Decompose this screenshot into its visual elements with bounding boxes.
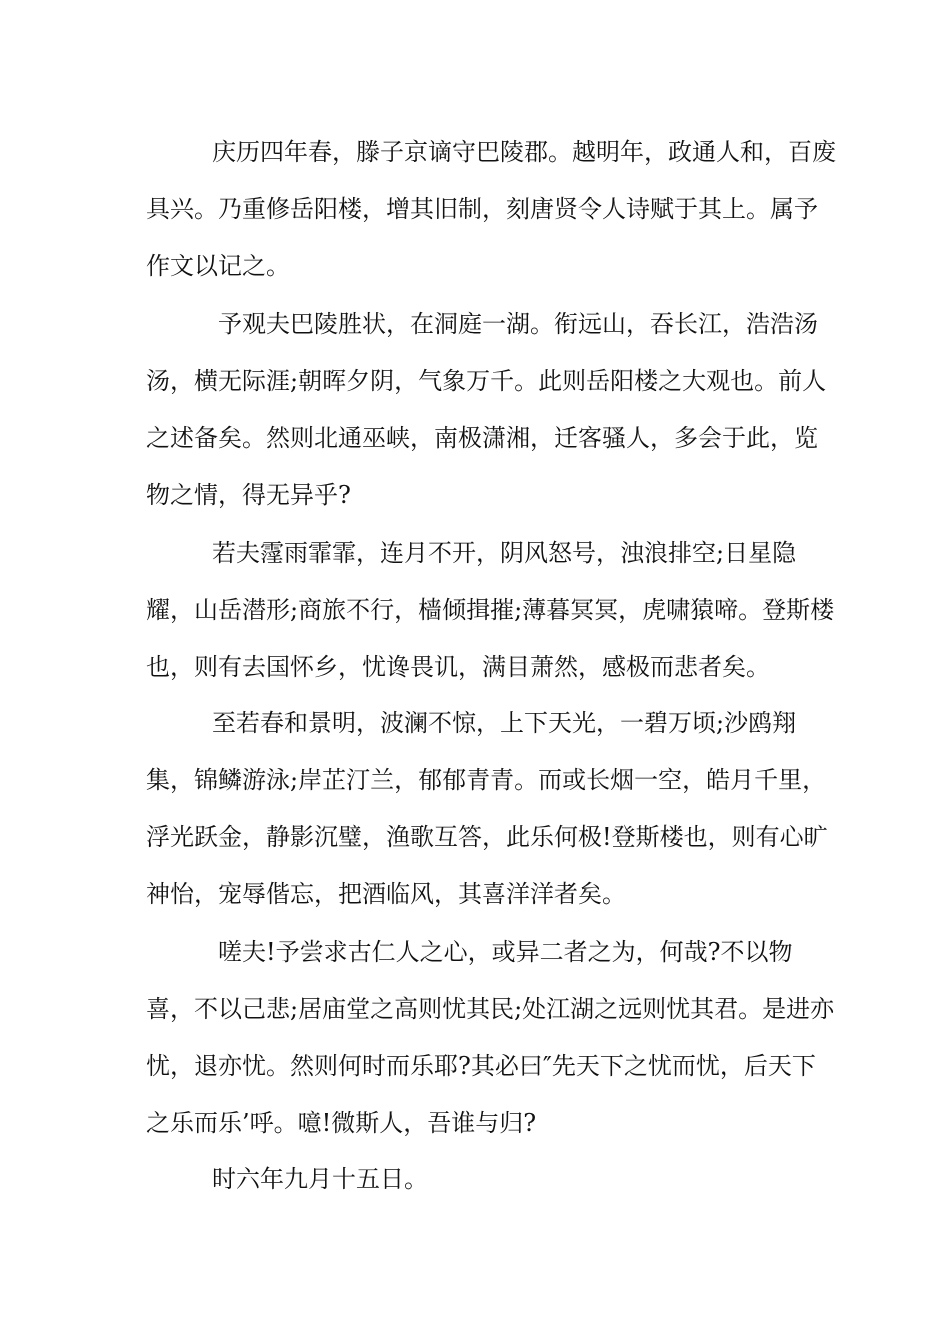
paragraph-2: 予观夫巴陵胜状，在洞庭一湖。衔远山，吞长江，浩浩汤汤，横无际涯;朝晖夕阴，气象万千。此则岳阳楼之大观也。前人之述备矣。然则北通巫峡，南极潇湘，迁客骚人，多会于此，览物之情，得无异乎? [146,310,827,509]
date-line: 时六年九月十五日。 [212,1165,428,1193]
paragraph-4: 至若春和景明，波澜不惊，上下天光，一碧万顷;沙鸥翔集，锦鳞游泳;岸芷汀兰，郁郁青青。而或长烟一空，皓月千里，浮光跃金，静影沉璧，渔歌互答，此乐何极!登斯楼也，则有心旷神怡，宠辱偕忘，把酒临风，其喜洋洋者矣。 [146,709,828,908]
paragraph-3: 若夫霪雨霏霏，连月不开，阴风怒号，浊浪排空;日星隐耀，山岳潜形;商旅不行，樯倾揖摧;薄暮冥冥，虎啸猿啼。登斯楼也，则有去国怀乡，忧谗畏讥，满目萧然，感极而悲者矣。 [146,539,835,681]
paragraph-1: 庆历四年春，滕子京谪守巴陵郡。越明年，政通人和，百废具兴。乃重修岳阳楼，增其旧制，刻唐贤令人诗赋于其上。属予作文以记之。 [146,138,836,280]
paragraph-5: 嗟夫!予尝求古仁人之心，或异二者之为，何哉?不以物喜，不以己悲;居庙堂之高则忧其民;处江湖之远则忧其君。是进亦忧，退亦忧。然则何时而乐耶?其必曰″先天下之忧而忧，后天下之乐而乐’呼。噫!微斯人，吾谁与归? [146,938,835,1137]
